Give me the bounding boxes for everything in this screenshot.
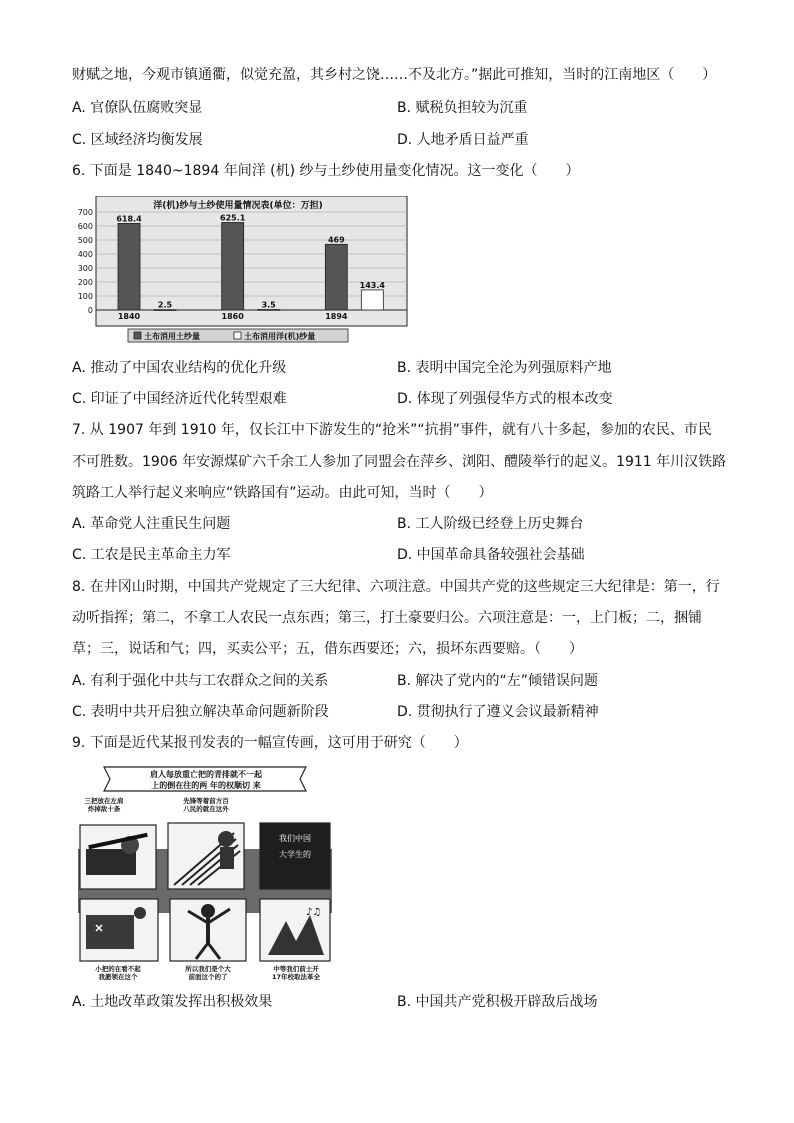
chart-ytick-label: 0 — [87, 306, 93, 315]
poster-banner-line-2: 上的倒在往的两 年的权顺切 来 — [151, 781, 261, 790]
poster-panel-marching-troops — [168, 823, 244, 889]
chart-ytick-label: 200 — [77, 278, 93, 287]
chart-legend-label: 土布消用洋(机)纱量 — [244, 332, 316, 341]
chart-bar — [222, 222, 244, 310]
q9-option-a[interactable]: A. 土地改革政策发挥出积极效果 — [72, 994, 273, 1010]
q7-option-a[interactable]: A. 革命党人注重民生问题 — [72, 516, 231, 532]
poster-panel-soldier-rifle — [80, 825, 156, 889]
q8-stem-line-3: 草；三，说话和气；四，买卖公平；五，借东西要还；六，损坏东西要赔。（ ） — [72, 641, 583, 657]
q9-option-b[interactable]: B. 中国共产党积极开辟敌后战场 — [397, 994, 598, 1010]
chart-bar — [154, 310, 176, 311]
q7-stem-line-1: 7. 从 1907 年到 1910 年，仅长江中下游发生的“抢米”“抗捐”事件，就有八十多起，参加的农民、市民 — [72, 422, 712, 438]
chart-ytick-label: 100 — [77, 292, 93, 301]
chart-data-label: 2.5 — [157, 300, 173, 310]
chart-xtick-label: 1840 — [117, 312, 141, 321]
chart-bar — [258, 310, 280, 311]
chart-frame — [96, 196, 407, 326]
q7-option-d[interactable]: D. 中国革命具备较强社会基础 — [397, 547, 585, 563]
q8-option-c[interactable]: C. 表明中共开启独立解决革命问题新阶段 — [72, 704, 329, 720]
chart-ytick-label: 400 — [77, 250, 93, 259]
yarn-usage-chart — [68, 196, 408, 344]
q5-option-c[interactable]: C. 区域经济均衡发展 — [72, 132, 203, 148]
poster-banner-line-1: 肩人每放重亡把的青排就不一起 — [150, 770, 262, 779]
q5-option-b[interactable]: B. 赋税负担较为沉重 — [397, 100, 528, 116]
poster-caption-6: 中等我们前士开 17年校取法革全 — [271, 965, 321, 981]
q8-option-a[interactable]: A. 有利于强化中共与工农群众之间的关系 — [72, 673, 329, 689]
chart-ytick-label: 500 — [77, 236, 93, 245]
chart-xtick-label: 1860 — [221, 312, 244, 321]
q8-option-b[interactable]: B. 解决了党内的“左”倾错误问题 — [397, 673, 599, 689]
q7-stem-line-2: 不可胜数。1906 年安源煤矿六千余工人参加了同盟会在萍乡、浏阳、醴陵举行的起义。1911 年川汉铁路 — [72, 454, 727, 470]
chart-data-label: 618.4 — [116, 214, 142, 224]
q8-stem-line-1: 8. 在井冈山时期，中国共产党规定了三大纪律、六项注意。中国共产党的这些规定三大纪律是：第一，行 — [72, 579, 720, 595]
chart-data-label: 625.1 — [220, 213, 246, 223]
q5-option-d[interactable]: D. 人地矛盾日益严重 — [397, 132, 529, 148]
q6-option-c[interactable]: C. 印证了中国经济近代化转型艰难 — [72, 391, 287, 407]
q7-option-b[interactable]: B. 工人阶级已经登上历史舞台 — [397, 516, 584, 532]
q7-stem-line-3: 筑路工人举行起义来响应“铁路国有”运动。由此可知，当时（ ） — [72, 485, 493, 501]
chart-ytick-label: 600 — [77, 222, 93, 231]
chart-bar — [361, 290, 383, 310]
propaganda-poster — [74, 765, 336, 983]
q6-option-b[interactable]: B. 表明中国完全沦为列强原料产地 — [397, 360, 612, 376]
q9-stem: 9. 下面是近代某报刊发表的一幅宣传画，这可用于研究（ ） — [72, 735, 468, 751]
svg-text:♪♫: ♪♫ — [306, 907, 322, 918]
poster-panel-soldier-fighting — [80, 899, 158, 961]
chart-legend-swatch — [234, 332, 241, 339]
chart-xtick-label: 1894 — [325, 312, 348, 321]
poster-slogan-line-2: 大学生的 — [279, 850, 311, 859]
chart-legend-swatch — [134, 332, 141, 339]
chart-data-label: 469 — [327, 235, 345, 245]
poster-caption-1: 三把放在左肩炸掉敌十条 — [84, 797, 124, 813]
chart-data-label: 3.5 — [261, 300, 276, 310]
chart-bar — [118, 223, 140, 310]
chart-title: 洋(机)纱与土纱使用量情况表(单位：万担) — [153, 201, 323, 211]
poster-panel-slogan — [260, 823, 330, 889]
chart-ytick-label: 300 — [77, 264, 93, 273]
chart-legend-label: 土布消用土纱量 — [144, 332, 200, 341]
q8-option-d[interactable]: D. 贯彻执行了遵义会议最新精神 — [397, 704, 599, 720]
q5-stem: 财赋之地，今观市镇通衢，似觉充盈，其乡村之饶……不及北方。”据此可推知，当时的江南地区（ ） — [72, 67, 717, 83]
poster-panel-music-notes — [260, 899, 330, 961]
q7-option-c[interactable]: C. 工农是民主革命主力军 — [72, 547, 231, 563]
q8-stem-line-2: 动听指挥；第二，不拿工人农民一点东西；第三，打土豪要归公。六项注意是：一，上门板；二，捆铺 — [72, 610, 702, 626]
q6-stem: 6. 下面是 1840~1894 年间洋 (机) 纱与土纱使用量变化情况。这一变化（ ） — [72, 163, 580, 179]
q6-option-d[interactable]: D. 体现了列强侵华方式的根本改变 — [397, 391, 613, 407]
q5-option-a[interactable]: A. 官僚队伍腐败突显 — [72, 100, 203, 116]
q6-option-a[interactable]: A. 推动了中国农业结构的优化升级 — [72, 360, 287, 376]
chart-data-label: 143.4 — [359, 280, 385, 290]
poster-panel-hero-figure — [170, 899, 246, 961]
poster-caption-5: 所以我们是个大前面这个的了 — [185, 965, 231, 981]
poster-caption-2: 先锋等着前方百八民的就在这外 — [183, 797, 229, 813]
poster-caption-4: 小把的在看不起我愿领在这个 — [95, 965, 141, 981]
chart-ytick-label: 700 — [77, 208, 93, 217]
poster-slogan-line-1: 我们中国 — [279, 834, 311, 843]
chart-bar — [325, 244, 347, 310]
